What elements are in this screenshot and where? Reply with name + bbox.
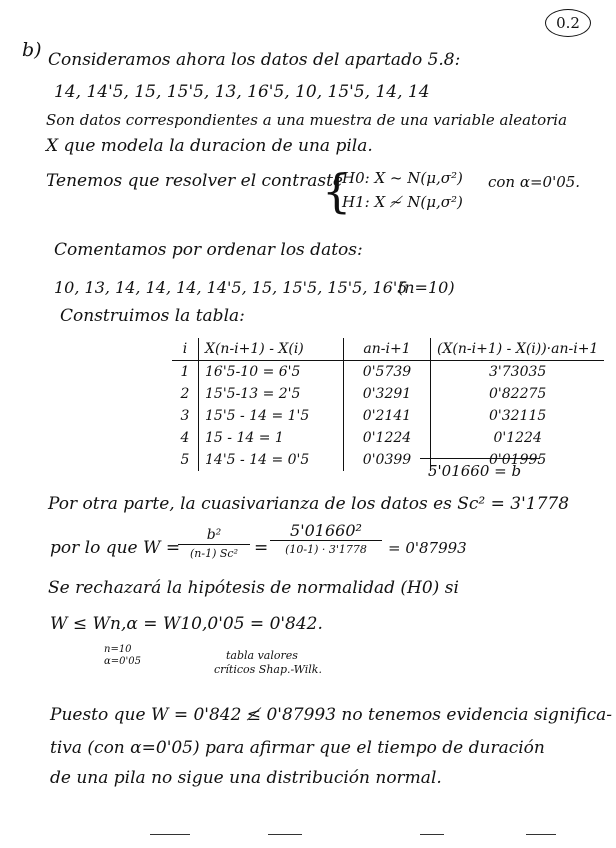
sum-value: 5'01660 = b	[428, 462, 522, 480]
fraction-numeric	[270, 523, 382, 558]
bottom-mark	[268, 834, 302, 835]
shapiro-wilk-table	[172, 338, 604, 471]
sample-size: (n=10)	[398, 278, 455, 297]
bottom-mark	[150, 834, 190, 835]
note-table: tabla valores	[226, 649, 298, 662]
section-label: b)	[22, 39, 42, 61]
cell-i: 3	[172, 405, 199, 427]
fraction-numerator: 5'01660²	[290, 521, 362, 540]
w-lead: por lo que W =	[50, 538, 181, 558]
fraction-bar	[270, 540, 382, 541]
cell-product: 3'73035	[489, 364, 547, 380]
table-row	[172, 427, 604, 449]
note-n: n=10	[104, 644, 132, 655]
table-row	[172, 405, 604, 427]
header-difference: X(n-i+1) - X(i)	[199, 338, 344, 361]
cell-product: 0'82275	[489, 386, 547, 402]
cell-coefficient: 0'0399	[344, 449, 431, 471]
critical-value-line: W ≤ Wn,α = W10,0'05 = 0'842.	[50, 614, 323, 634]
table-row	[172, 361, 604, 384]
header-coefficient: an-i+1	[344, 338, 431, 361]
fraction-denominator: (10-1) · 3'1778	[285, 543, 367, 556]
table-header-row	[172, 338, 604, 361]
bottom-mark	[526, 834, 556, 835]
conclusion-line-3: de una pila no sigue una distribución normal.	[50, 768, 442, 788]
fraction-numerator: b²	[206, 527, 222, 543]
cell-coefficient: 0'3291	[344, 383, 431, 405]
hypothesis-h0: H0: X ~ N(μ,σ²)	[342, 169, 463, 187]
contrast-lead: Tenemos que resolver el contraste	[46, 171, 343, 191]
brace-symbol: {	[322, 164, 352, 218]
cell-i: 5	[172, 449, 199, 471]
cell-difference: 15'5 - 14 = 1'5	[199, 405, 344, 427]
table-row	[172, 449, 604, 471]
header-product: (X(n-i+1) - X(i))·an-i+1	[431, 338, 605, 361]
cell-i: 1	[172, 361, 199, 384]
equals-sign: =	[254, 538, 269, 558]
intro-line-1: Consideramos ahora los datos del apartado 5.8:	[48, 50, 461, 70]
header-i: i	[172, 338, 199, 361]
quasivariance-line: Por otra parte, la cuasivarianza de los datos es Sc² = 3'1778	[48, 494, 570, 514]
bottom-mark	[420, 834, 444, 835]
conclusion-line-2: tiva (con α=0'05) para afirmar que el tiempo de duración	[50, 738, 545, 758]
cell-difference: 16'5-10 = 6'5	[199, 361, 344, 384]
cell-product: 0'32115	[489, 408, 547, 424]
note-critical: críticos Shap.-Wilk.	[214, 663, 322, 676]
table-row	[172, 383, 604, 405]
raw-data-line: 14, 14'5, 15, 15'5, 13, 16'5, 10, 15'5, 14, 14	[54, 82, 430, 102]
cell-i: 2	[172, 383, 199, 405]
fraction-denominator: (n-1) Sc²	[190, 547, 238, 560]
hypothesis-h1: H1: X ≁ N(μ,σ²)	[342, 193, 463, 211]
cell-coefficient: 0'1224	[344, 427, 431, 449]
conclusion-line-1: Puesto que W = 0'842 ≰ 0'87993 no tenemos evidencia significa-	[50, 705, 613, 725]
table-lead: Construimos la tabla:	[60, 306, 245, 326]
w-result: = 0'87993	[388, 539, 467, 557]
cell-difference: 15 - 14 = 1	[199, 427, 344, 449]
alpha-level: con α=0'05.	[488, 173, 581, 191]
sum-underline	[420, 458, 540, 459]
reject-line: Se rechazará la hipótesis de normalidad (H0) si	[48, 578, 459, 598]
cell-i: 4	[172, 427, 199, 449]
page-number-badge: 0.2	[545, 9, 591, 37]
note-alpha: α=0'05	[104, 656, 141, 667]
sorted-data-line: 10, 13, 14, 14, 14, 14'5, 15, 15'5, 15'5, 16'5	[54, 278, 408, 297]
cell-product: 0'01995	[489, 452, 547, 468]
intro-line-4: X que modela la duracion de una pila.	[46, 136, 373, 156]
cell-coefficient: 0'2141	[344, 405, 431, 427]
cell-coefficient: 0'5739	[344, 361, 431, 384]
fraction-formula	[178, 527, 250, 562]
intro-line-3: Son datos correspondientes a una muestra de una variable aleatoria	[46, 111, 568, 129]
order-lead: Comentamos por ordenar los datos:	[54, 240, 363, 260]
cell-difference: 15'5-13 = 2'5	[199, 383, 344, 405]
cell-difference: 14'5 - 14 = 0'5	[199, 449, 344, 471]
fraction-bar	[178, 544, 250, 545]
cell-product: 0'1224	[493, 430, 542, 446]
